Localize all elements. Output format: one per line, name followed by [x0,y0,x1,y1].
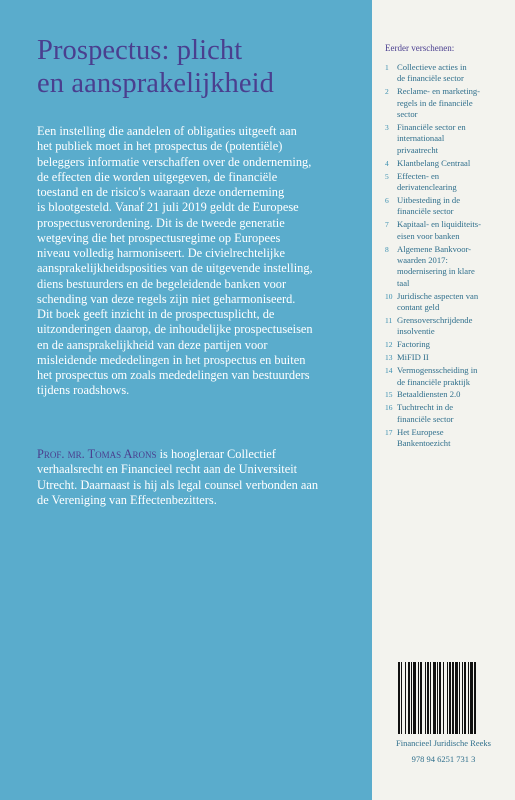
series-item-number: 15 [385,390,393,400]
blurb-line: tijdens roadshows. [37,383,130,398]
blurb-line: is blootgesteld. Vanaf 21 juli 2019 geldt de Europese [37,200,299,215]
series-item-title: insolventie [397,326,435,337]
series-item-title: Het Europese [397,426,444,437]
series-item-title: de financiële sector [397,73,464,84]
series-item-number: 2 [385,87,389,97]
blurb-line: misleidende mededelingen in het prospectus en buiten [37,352,306,367]
series-item-number: 5 [385,171,389,181]
series-item-title: contant geld [397,302,440,313]
series-item-title: waarden 2017: [397,255,448,265]
series-item-title: Vermogensscheiding in [397,365,478,376]
series-item-number: 4 [385,158,389,168]
series-item-title: taal [397,277,410,288]
series-item-number: 11 [385,316,393,326]
blurb-line: niveau volledig harmoniseert. De civielrechtelijke [37,246,286,260]
series-item-title: Bankentoezicht [397,438,451,449]
series-item-title: sector [397,109,418,120]
series-item-title: internationaal [397,133,445,144]
series-item [385,315,510,338]
blurb-line: prospectusverordening. Dit is de tweede generatie [37,215,285,230]
series-item [385,389,510,400]
series-item-number: 7 [385,220,389,230]
bio-first-line-rest: is hoogleraar Collectief [156,447,276,461]
series-item-title: Tuchtrecht in de [397,402,454,413]
series-item-number: 10 [385,291,393,301]
series-item-title: Collectieve acties in [397,62,467,72]
series-item-number: 8 [385,244,389,254]
title-line: en aansprakelijkheid [37,68,275,99]
series-item [385,352,510,363]
blurb-line: de effecten die worden uitgegeven, de financiële [37,169,278,184]
series-item [385,158,510,169]
series-item [385,86,510,120]
author-name: Prof. mr. Tomas Arons [37,447,157,461]
blurb-line: diens bestuurders en de begeleidende banken voor [37,276,287,291]
series-heading: Eerder verschenen: [385,43,455,53]
series-item-title: privaatrecht [397,144,439,155]
blurb-line: uitzonderingen daarop, de inhoudelijke prospectuseisen [37,322,313,337]
blurb-line: toestand en de risico's waaraan deze onderneming [37,185,285,199]
series-item-title: Kapitaal- en liquiditeits- [397,219,482,230]
series-item-title: financiële sector [397,413,454,424]
series-item-title: eisen voor banken [397,230,460,241]
series-item-title: Financiële sector en [397,122,466,133]
bio-line: Utrecht. Daarnaast is hij als legal counsel verbonden aan [37,477,319,492]
blurb-line: aansprakelijkheidsposities van de uitgevende instelling, [37,261,313,276]
series-item-title: Grensoverschrijdende [397,315,473,326]
series-name: Financieel Juridische Reeks [396,738,491,748]
series-item-title: derivatenclearing [397,182,457,193]
series-item [385,122,510,156]
blurb-line: het prospectus om zoals mededelingen van bestuurders [37,368,310,382]
series-item-number: 1 [385,63,389,72]
series-item-title: financiële sector [397,206,454,217]
blurb-line: beleggers informatie verschaffen over de onderneming, [37,154,312,169]
blurb-line: wetgeving die het prospectusregime op Europees [37,230,281,245]
book-title [37,34,367,100]
author-bio [37,447,367,508]
series-item-title: Effecten- en [397,170,440,181]
barcode-image [398,662,498,734]
series-item-title: MiFID II [397,352,429,363]
blurb-line: het publiek moet in het prospectus de (potentiële) [37,139,283,154]
bio-line: de Vereniging van Effectenbezitters. [37,492,217,507]
series-sidebar [372,0,515,800]
series-item-number: 13 [385,353,393,363]
blurb-line: schending van deze regels zijn niet geharmoniseerd. [37,291,296,306]
series-item-title: Uitbesteding in de [397,194,461,205]
series-item [385,171,510,194]
series-item [385,427,510,450]
series-item-title: Factoring [397,339,430,350]
series-item-number: 12 [385,340,393,350]
series-item [385,291,510,314]
series-item-title: de financiële praktijk [397,376,471,387]
bio-line [37,447,367,462]
series-item [385,244,510,290]
blurb-line: en de aansprakelijkheid van deze partijen voor [37,337,268,352]
series-item [385,195,510,218]
series-item-title: modernisering in klare [397,266,475,277]
series-item-title: Betaaldiensten 2.0 [397,389,461,400]
series-item-title: Algemene Bankvoor- [397,243,472,254]
blurb-line: Dit boek geeft inzicht in de prospectusplicht, de [37,307,275,321]
isbn: 978 94 6251 731 3 [411,754,476,764]
series-list [385,62,510,451]
series-item [385,402,510,425]
series-item-number: 16 [385,403,393,413]
bio-line: verhaalsrecht en Financieel recht aan de Universiteit [37,462,298,477]
series-item [385,62,510,85]
series-item [385,339,510,350]
series-item-number: 17 [385,427,393,437]
series-item-title: Juridische aspecten van [397,290,479,301]
blurb-text [37,124,367,399]
series-item-number: 14 [385,366,393,376]
series-item-title: regels in de financiële [397,97,473,108]
series-item [385,219,510,242]
series-item [385,365,510,388]
series-item-number: 3 [385,123,389,133]
series-item-title: Reclame- en marketing- [397,86,481,97]
blurb-line: Een instelling die aandelen of obligaties uitgeeft aan [37,124,297,138]
series-item-number: 6 [385,195,389,205]
series-item-title: Klantbelang Centraal [397,157,471,168]
title-line: Prospectus: plicht [37,35,243,66]
